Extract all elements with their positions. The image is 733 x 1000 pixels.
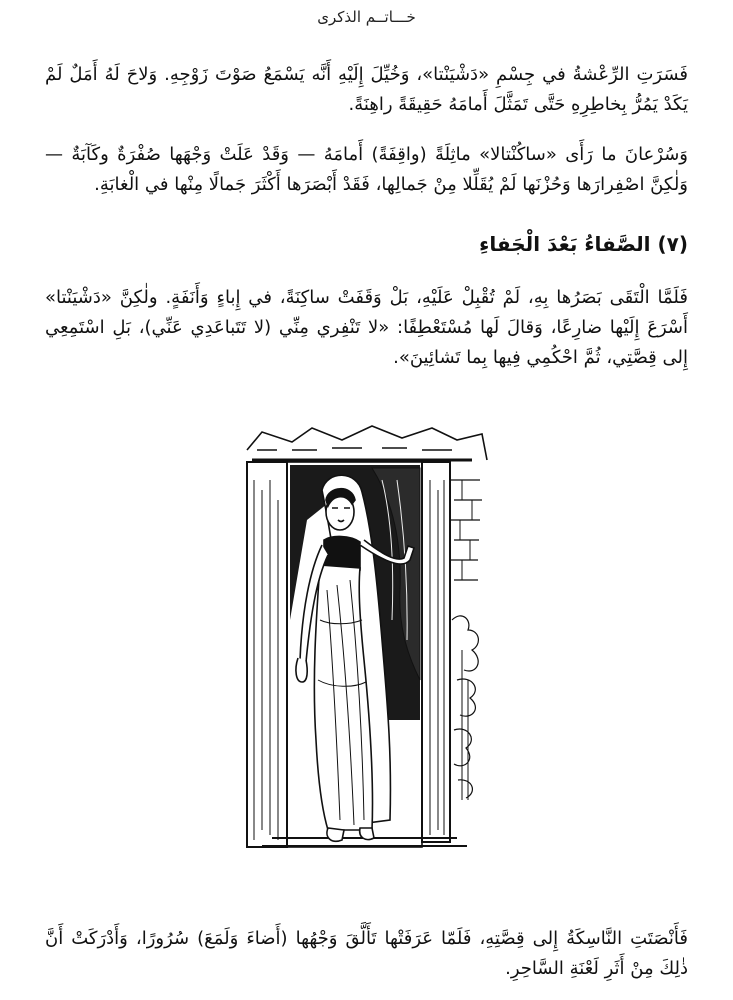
running-head: خـــاتــم الذكرى xyxy=(317,8,416,26)
paragraph-3: فَلَمَّا الْتَقَى بَصَرُها بِهِ، لَمْ تُقْبِلْ عَلَيْهِ، بَلْ وَقَفَتْ ساكِنَةً، في إِباءٍ وَأَنَفَةٍ. ولٰكِنَّ «دَشْيَنْتا» أَسْرَعَ إِلَيْها ضارِعًا، وَقالَ لَها مُسْتَعْطِفًا: «لا تَنْفِري مِنِّي (لا تَتَباعَدِي عَنِّي)، بَلِ اسْتَمِعِي إِلى قِصَّتِي، ثُمَّ احْكُمِي فِيها بِما تَشائِينَ». xyxy=(45,287,688,368)
section-heading: (٧) الصَّفاءُ بَعْدَ الْجَفاءِ xyxy=(479,232,688,256)
illustration-drawing xyxy=(232,420,494,850)
paragraph-4: فَأَنْصَتَتِ النَّاسِكَةُ إِلى قِصَّتِهِ، فَلَمّا عَرَفَتْها تَأَلَّقَ وَجْهُها (أَضاءَ وَلَمَعَ) سُرُورًا، وَأَدْرَكَتْ أَنَّ ذٰلِكَ مِنْ أَثَرِ لَعْنَةِ السَّاحِرِ. xyxy=(45,928,688,979)
paragraph-2: وَسُرْعانَ ما رَأَى «ساكُنْتالا» ماثِلَةً (واقِفَةً) أَمامَهُ — وَقَدْ عَلَتْ وَجْهَها صُفْرَةٌ وكَآبَةٌ — وَلٰكِنَّ اصْفِرارَها وَحُزْنَها لَمْ يُقَلِّلا مِنْ جَمالِها، فَقَدْ أَبْصَرَها أَكْثَرَ جَمالًا مِنْها في الْغابَةِ. xyxy=(45,144,688,195)
paragraph-1: فَسَرَتِ الرِّعْشةُ في جِسْمِ «دَشْيَنْتا»، وَخُيِّلَ إِلَيْهِ أَنَّه يَسْمَعُ صَوْتَ زَوْجِهِ. وَلاحَ لَهُ أَمَلٌ لَمْ يَكَدْ يَمُرُّ بِخاطِرِهِ حَتَّى تَمَثَّلَ أَمامَهُ حَقِيقَةً راهِنَةً. xyxy=(45,64,688,115)
woman-in-doorway-illustration xyxy=(232,420,494,850)
